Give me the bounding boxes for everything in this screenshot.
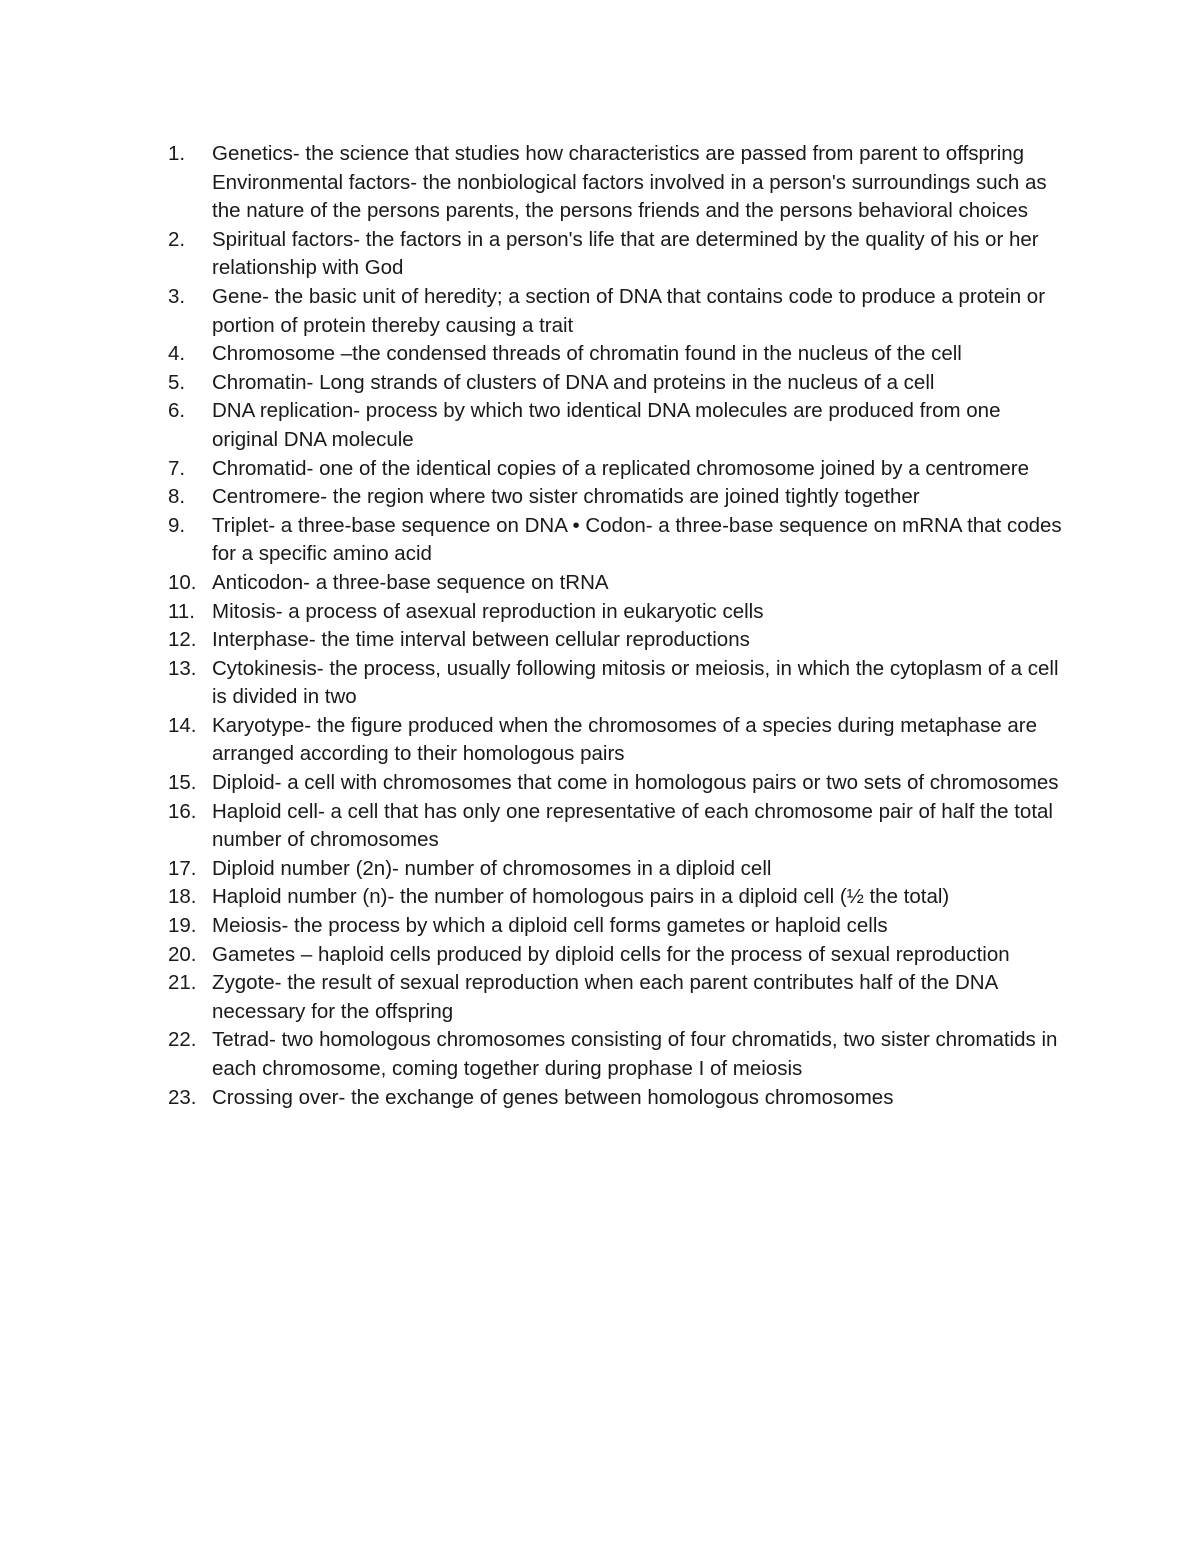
- item-definition: Chromosome –the condensed threads of chromatin found in the nucleus of the cell: [212, 342, 962, 366]
- item-number: 2.: [168, 227, 186, 251]
- item-number: 4.: [168, 342, 186, 366]
- item-number: 13.: [168, 656, 197, 680]
- item-definition: Cytokinesis- the process, usually following mitosis or meiosis, in which the cytoplasm of a cell is divided in two: [212, 656, 1059, 709]
- list-item-1: [168, 140, 1068, 226]
- item-definition: Mitosis- a process of asexual reproduction in eukaryotic cells: [212, 599, 764, 623]
- list-item-23: [168, 1084, 1068, 1113]
- list-item-8: [168, 483, 1068, 512]
- item-number: 16.: [168, 799, 197, 823]
- list-item-4: [168, 340, 1068, 369]
- item-definition: Chromatin- Long strands of clusters of DNA and proteins in the nucleus of a cell: [212, 370, 935, 394]
- item-number: 23.: [168, 1085, 197, 1109]
- list-item-7: [168, 455, 1068, 484]
- list-item-15: [168, 769, 1068, 798]
- list-item-12: [168, 626, 1068, 655]
- item-definition: DNA replication- process by which two identical DNA molecules are produced from one original DNA molecule: [212, 399, 1001, 451]
- list-item-17: [168, 855, 1068, 884]
- item-definition: Interphase- the time interval between cellular reproductions: [212, 628, 750, 652]
- item-definition: Crossing over- the exchange of genes between homologous chromosomes: [212, 1085, 894, 1109]
- list-item-22: [168, 1026, 1068, 1083]
- item-number: 3.: [168, 284, 186, 308]
- item-number: 10.: [168, 570, 197, 594]
- item-number: 9.: [168, 513, 186, 537]
- list-item-21: [168, 969, 1068, 1026]
- list-item-2: [168, 226, 1068, 283]
- item-number: 21.: [168, 971, 197, 995]
- list-item-20: [168, 941, 1068, 970]
- item-number: 12.: [168, 628, 197, 652]
- list-item-9: [168, 512, 1068, 569]
- item-number: 14.: [168, 713, 197, 737]
- item-definition: Triplet- a three-base sequence on DNA • Codon- a three-base sequence on mRNA that codes for a specific amino acid: [212, 513, 1062, 566]
- list-item-5: [168, 369, 1068, 398]
- item-definition: Zygote- the result of sexual reproduction when each parent contributes half of the DNA necessary for the offspring: [212, 971, 998, 1023]
- item-number: 22.: [168, 1028, 197, 1052]
- item-definition: Anticodon- a three-base sequence on tRNA: [212, 570, 609, 594]
- item-definition: Haploid number (n)- the number of homologous pairs in a diploid cell (½ the total): [212, 885, 950, 909]
- list-item-6: [168, 397, 1068, 454]
- list-item-11: [168, 598, 1068, 627]
- item-number: 1.: [168, 142, 186, 165]
- item-definition: Diploid- a cell with chromosomes that come in homologous pairs or two sets of chromosomes: [212, 771, 1059, 795]
- list-item-16: [168, 798, 1068, 855]
- item-definition: Diploid number (2n)- number of chromosomes in a diploid cell: [212, 856, 772, 880]
- definitions-list: [168, 140, 1068, 1112]
- list-item-10: [168, 569, 1068, 598]
- item-number: 17.: [168, 856, 197, 880]
- item-number: 19.: [168, 914, 197, 938]
- item-definition: Chromatid- one of the identical copies of a replicated chromosome joined by a centromere: [212, 456, 1030, 480]
- list-item-18: [168, 883, 1068, 912]
- item-definition: Centromere- the region where two sister chromatids are joined tightly together: [212, 485, 920, 509]
- item-definition: Haploid cell- a cell that has only one representative of each chromosome pair of half the total number of chromosomes: [212, 799, 1053, 852]
- item-number: 8.: [168, 485, 186, 509]
- item-number: 20.: [168, 942, 197, 966]
- list-item-14: [168, 712, 1068, 769]
- item-definition: Spiritual factors- the factors in a person's life that are determined by the quality of his or her relationship with God: [212, 227, 1039, 280]
- item-number: 7.: [168, 456, 186, 480]
- item-definition: Meiosis- the process by which a diploid cell forms gametes or haploid cells: [212, 914, 888, 938]
- list-item-3: [168, 283, 1068, 340]
- item-number: 6.: [168, 399, 186, 423]
- item-number: 11.: [168, 599, 195, 623]
- list-item-13: [168, 655, 1068, 712]
- item-definition: Gene- the basic unit of heredity; a section of DNA that contains code to produce a protein or portion of protein thereby causing a trait: [212, 284, 1046, 337]
- item-definition: Tetrad- two homologous chromosomes consisting of four chromatids, two sister chromatids in each chromosome, coming together during prophase I of meiosis: [212, 1028, 1058, 1080]
- item-number: 15.: [168, 771, 197, 795]
- list-item-19: [168, 912, 1068, 941]
- item-definition: Gametes – haploid cells produced by diploid cells for the process of sexual reproduction: [212, 942, 1010, 966]
- item-number: 18.: [168, 885, 197, 909]
- item-definition: Karyotype- the figure produced when the chromosomes of a species during metaphase are arranged according to their homologous pairs: [212, 713, 1038, 766]
- item-definition: Genetics- the science that studies how characteristics are passed from parent to offspring Environmental factors- the nonbiological factors involved in a person's surroundings such as the nature of the persons parents, the persons friends and the persons behavioral choices: [212, 142, 1047, 223]
- item-number: 5.: [168, 370, 186, 394]
